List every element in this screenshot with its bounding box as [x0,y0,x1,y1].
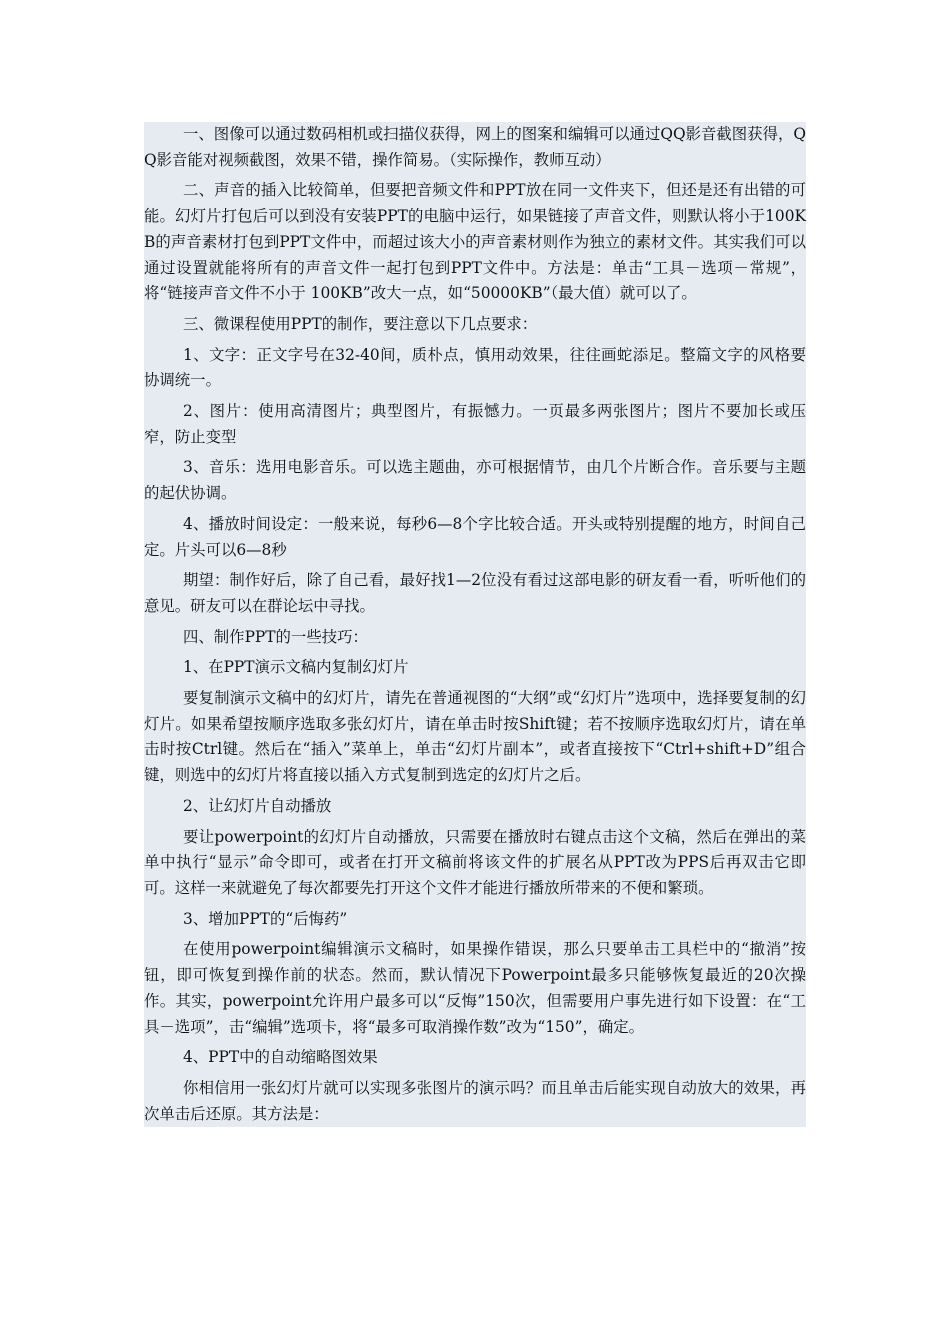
paragraph-image-capture: 一、图像可以通过数码相机或扫描仪获得，网上的图案和编辑可以通过QQ影音截图获得，QQ影音能对视频截图，效果不错，操作简易。（实际操作，教师互动） [144,125,806,169]
paragraph-timing-rule: 4、播放时间设定：一般来说，每秒6—8个字比较合适。开头或特别提醒的地方，时间自己定。片头可以6—8秒 [144,514,806,559]
paragraph-tip-1-body: 要复制演示文稿中的幻灯片，请先在普通视图的“大纲”或“幻灯片”选项中，选择要复制的幻灯片。如果希望按顺序选取多张幻灯片，请在单击时按Shift键；若不按顺序选取幻灯片，请在单击时按Ctrl键。然后在“插入”菜单上，单击“幻灯片副本”，或者直接按下“Ctrl+shift+D”组合键，则选中的幻灯片将直接以插入方式复制到选定的幻灯片之后。 [144,689,806,785]
paragraph-expectation: 期望：制作好后，除了自己看，最好找1—2位没有看过这部电影的研友看一看，听听他们的意见。研友可以在群论坛中寻找。 [144,571,806,615]
paragraph-tips-heading: 四、制作PPT的一些技巧： [183,627,368,646]
paragraph-image-rule: 2、图片：使用高清图片；典型图片，有振憾力。一页最多两张图片；图片不要加长或压窄，防止变型 [144,402,806,446]
paragraph-tip-2-body: 要让powerpoint的幻灯片自动播放，只需要在播放时右键点击这个文稿，然后在弹出的菜单中执行“显示”命令即可，或者在打开文稿前将该文件的扩展名从PPT改为PPS后再双击它即可。这样一来就避免了每次都要先打开这个文件才能进行播放所带来的不便和繁琐。 [144,827,806,897]
paragraph-tip-3-body: 在使用powerpoint编辑演示文稿时，如果操作错误，那么只要单击工具栏中的“撤消”按钮，即可恢复到操作前的状态。然而，默认情况下Powerpoint最多只能够恢复最近的20次操作。其实，powerpoint允许用户最多可以“反悔”150次，但需要用户事先进行如下设置：在“工具－选项”，击“编辑”选项卡，将“最多可取消操作数”改为“150”，确定。 [144,940,806,1036]
paragraph-micro-course-heading: 三、微课程使用PPT的制作，要注意以下几点要求： [183,314,538,333]
paragraph-tip-1-title: 1、在PPT演示文稿内复制幻灯片 [183,658,409,677]
paragraph-tip-3-title: 3、增加PPT的“后悔药” [183,909,348,928]
paragraph-tip-4-body: 你相信用一张幻灯片就可以实现多张图片的演示吗？而且单击后能实现自动放大的效果，再次单击后还原。其方法是： [144,1078,806,1123]
paragraph-music-rule: 3、音乐：选用电影音乐。可以选主题曲，亦可根据情节，由几个片断合作。音乐要与主题的起伏协调。 [144,458,806,503]
paragraph-tip-4-title: 4、PPT中的自动缩略图效果 [183,1048,378,1067]
document-body [144,122,806,1127]
paragraph-tip-2-title: 2、让幻灯片自动播放 [183,796,332,815]
paragraph-sound-insert: 二、声音的插入比较简单，但要把音频文件和PPT放在同一文件夹下，但还是还有出错的可能。幻灯片打包后可以到没有安装PPT的电脑中运行，如果链接了声音文件，则默认将小于100KB的声音素材打包到PPT文件中，而超过该大小的声音素材则作为独立的素材文件。其实我们可以通过设置就能将所有的声音文件一起打包到PPT文件中。方法是：单击“工具－选项－常规”，将“链接声音文件不小于 100KB”改大一点，如“50000KB”（最大值）就可以了。 [144,181,806,303]
paragraph-text-rule: 1、文字：正文字号在32-40间，质朴点，慎用动效果，往往画蛇添足。整篇文字的风格要协调统一。 [144,345,806,390]
